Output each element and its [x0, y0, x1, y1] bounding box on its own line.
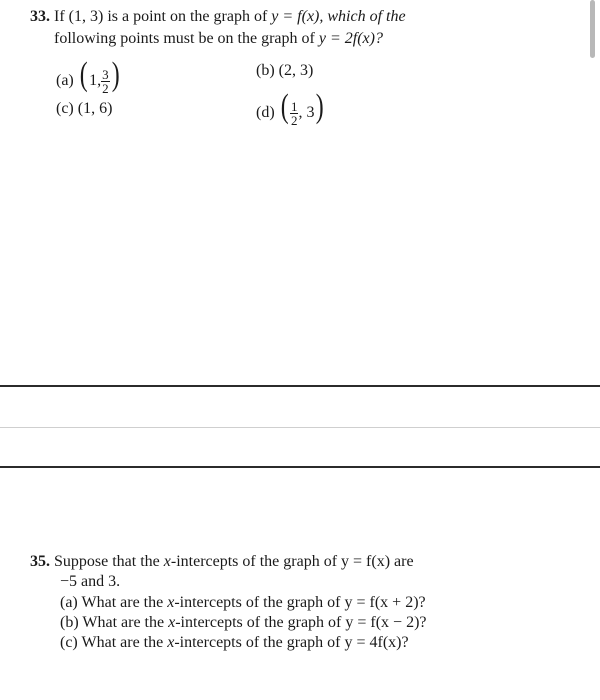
- q35-text-2: −5 and 3.: [60, 573, 121, 590]
- q33-option-c-label: (c): [56, 100, 74, 117]
- q33-option-b-value: (2, 3): [278, 62, 314, 79]
- q35-part-c-var: x: [167, 634, 175, 651]
- q35-part-b-var: x: [168, 614, 176, 631]
- paren-open: (: [79, 56, 88, 93]
- q33-option-b: [256, 62, 313, 80]
- q33-option-d-second: , 3: [298, 104, 315, 121]
- fraction-numerator: 1: [290, 98, 298, 114]
- q33-option-a-fraction: [101, 68, 110, 95]
- q35-part-b-pre: What are the: [82, 614, 165, 631]
- q33-eq-1: y = f(x), which of the: [271, 8, 406, 25]
- fraction-numerator: 3: [102, 66, 109, 82]
- q35-part-b: [60, 614, 427, 632]
- q33-option-d: [256, 90, 326, 130]
- fraction-denominator: 2: [102, 80, 109, 96]
- q35-part-a-post: -intercepts of the graph of y = f(x + 2)?: [174, 594, 426, 611]
- q35-part-a-pre: What are the: [81, 594, 164, 611]
- q35-part-c-label: (c): [60, 634, 78, 651]
- q33-option-c: [56, 100, 112, 118]
- q33-option-a-first: 1,: [89, 72, 102, 89]
- q33-text-1: If (1, 3) is a point on the graph of: [54, 8, 268, 25]
- q33-line2: [54, 30, 383, 48]
- q35-line2: [60, 573, 120, 591]
- paren-close: ): [111, 56, 120, 93]
- q33-option-a: [56, 58, 121, 98]
- q35-text-pre: Suppose that the: [54, 553, 160, 570]
- q35-part-a: [60, 594, 426, 612]
- paren-close: ): [316, 88, 325, 125]
- q35-number: 35.: [30, 553, 50, 570]
- divider-bottom: [0, 466, 600, 468]
- q35-part-a-var: x: [167, 594, 175, 611]
- divider-top: [0, 385, 600, 387]
- scrollbar[interactable]: [590, 0, 595, 58]
- q35-part-c: [60, 634, 409, 652]
- q33-option-a-label: (a): [56, 72, 74, 89]
- q33-option-b-label: (b): [256, 62, 275, 79]
- q35-part-b-label: (b): [60, 614, 79, 631]
- q35-part-c-pre: What are the: [81, 634, 164, 651]
- fraction-denominator: 2: [290, 112, 298, 128]
- q33-eq-2: y = 2f(x)?: [318, 30, 383, 47]
- q35-part-b-post: -intercepts of the graph of y = f(x − 2)?: [175, 614, 427, 631]
- q33-option-d-label: (d): [256, 104, 275, 121]
- q35-part-a-label: (a): [60, 594, 78, 611]
- q33-line1: [30, 8, 406, 26]
- q35-part-c-post: -intercepts of the graph of y = 4f(x)?: [174, 634, 409, 651]
- q33-number: 33.: [30, 8, 50, 25]
- q35-line1: [30, 553, 414, 571]
- q33-option-c-value: (1, 6): [77, 100, 113, 117]
- q33-text-2: following points must be on the graph of: [54, 30, 315, 47]
- q35-var: x: [163, 553, 171, 570]
- divider-middle: [0, 427, 600, 428]
- q35-text-post: -intercepts of the graph of y = f(x) are: [170, 553, 414, 570]
- paren-open: (: [280, 88, 289, 125]
